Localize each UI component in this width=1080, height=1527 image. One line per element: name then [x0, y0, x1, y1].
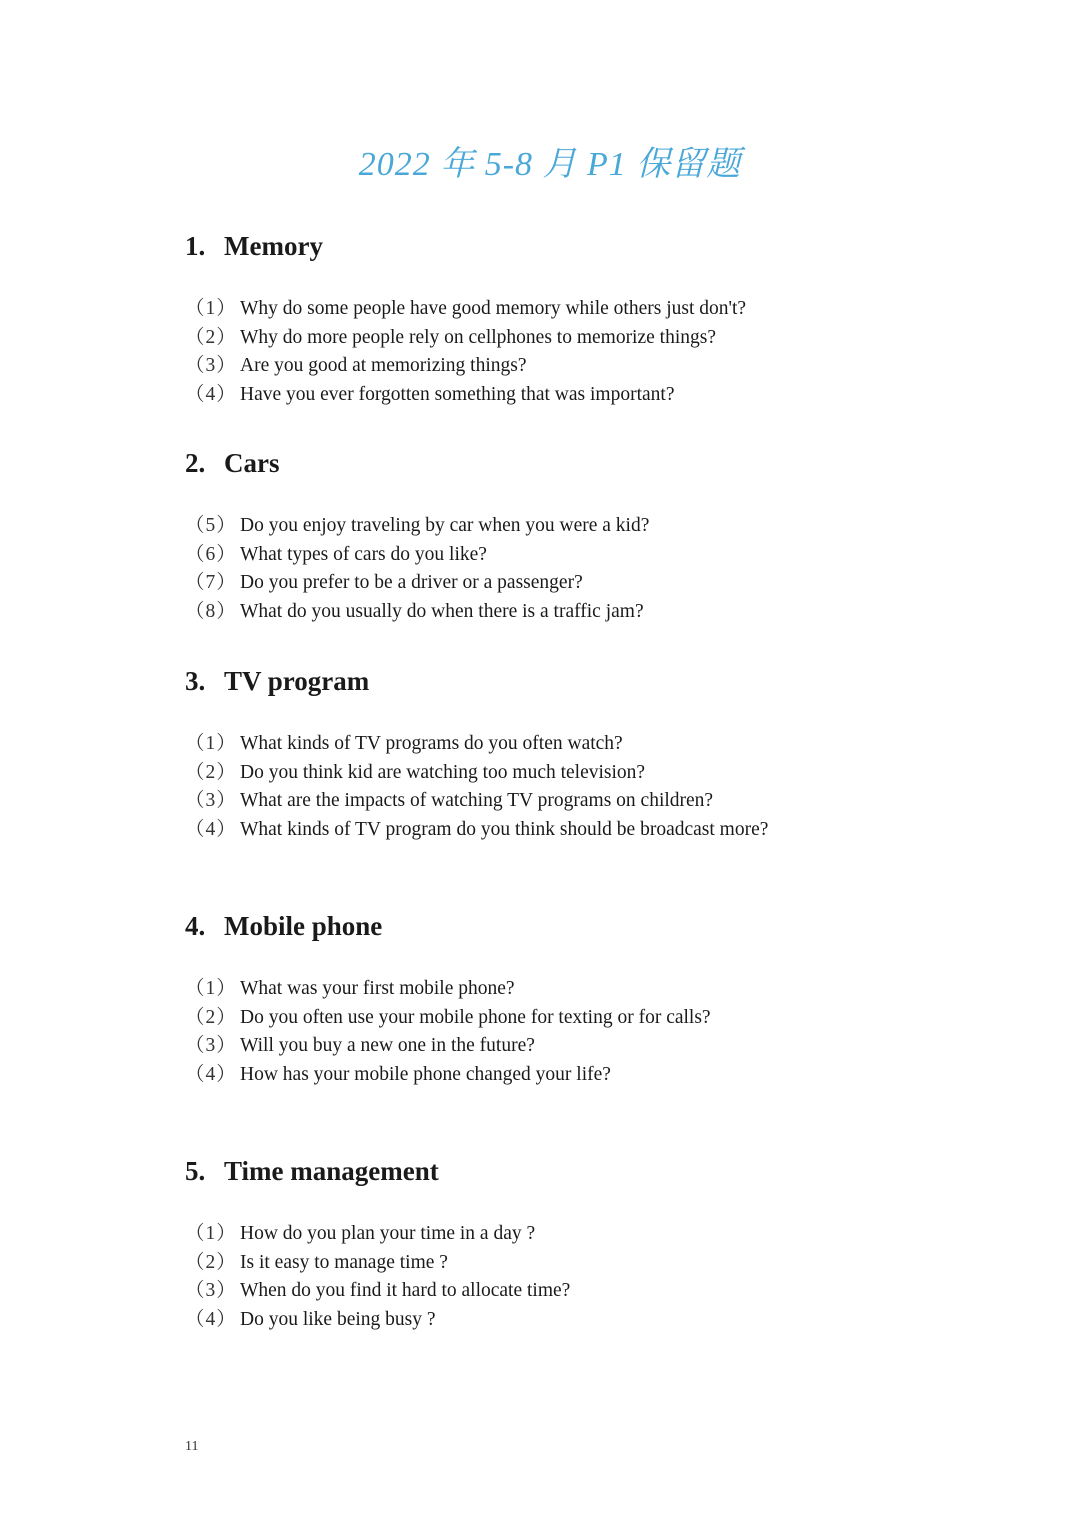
question-item [185, 541, 985, 570]
question-item [185, 295, 985, 324]
question-text: Do you think kid are watching too much television? [240, 761, 646, 783]
question-number: （2） [185, 1006, 237, 1028]
question-text: Why do more people rely on cellphones to memorize things? [240, 326, 716, 348]
question-text: What kinds of TV program do you think should be broadcast more? [240, 818, 769, 840]
question-number: （1） [185, 298, 237, 319]
section-title: Cars [224, 448, 280, 478]
section-1 [185, 229, 985, 409]
question-list [185, 975, 985, 1089]
question-text: What kinds of TV programs do you often watch? [240, 733, 623, 754]
page-number: 11 [185, 1439, 199, 1454]
question-number: （5） [185, 515, 237, 536]
question-text: What do you usually do when there is a traffic jam? [240, 600, 644, 622]
question-number: （4） [185, 818, 237, 840]
question-list [185, 512, 985, 626]
question-number: （2） [185, 326, 237, 348]
question-text: How do you plan your time in a day ? [240, 1223, 536, 1244]
question-number: （3） [185, 1280, 237, 1301]
section-title: TV program [224, 666, 370, 696]
section-3 [185, 664, 985, 844]
question-number: （3） [185, 790, 237, 811]
section-number: 5. [185, 1156, 206, 1186]
question-text: Do you prefer to be a driver or a passenger? [240, 572, 583, 593]
question-number: （4） [185, 383, 237, 405]
question-number: （1） [185, 1223, 237, 1244]
question-text: Is it easy to manage time ? [240, 1251, 448, 1273]
question-item [185, 1220, 985, 1249]
section-number: 1. [185, 231, 206, 261]
question-number: （3） [185, 1035, 237, 1056]
question-text: What was your first mobile phone? [240, 978, 515, 999]
question-text: Have you ever forgotten something that was important? [240, 383, 675, 405]
question-text: When do you find it hard to allocate time? [240, 1280, 571, 1301]
question-item [185, 1306, 985, 1335]
question-item [185, 324, 985, 353]
question-text: Do you enjoy traveling by car when you were a kid? [240, 515, 650, 536]
question-item [185, 1277, 985, 1306]
question-number: （8） [185, 600, 237, 622]
question-number: （1） [185, 978, 237, 999]
question-number: （3） [185, 355, 237, 376]
section-5 [185, 1154, 985, 1334]
question-text: How has your mobile phone changed your life? [240, 1063, 611, 1085]
section-title: Mobile phone [224, 911, 383, 941]
question-item [185, 816, 985, 845]
section-title: Memory [224, 231, 323, 261]
question-text: Do you like being busy ? [240, 1308, 436, 1330]
question-item [185, 598, 985, 627]
section-number: 4. [185, 911, 206, 941]
question-number: （2） [185, 761, 237, 783]
section-number: 2. [185, 448, 206, 478]
question-number: （1） [185, 733, 237, 754]
question-item [185, 1249, 985, 1278]
question-item [185, 787, 985, 816]
question-number: （7） [185, 572, 237, 593]
question-number: （4） [185, 1063, 237, 1085]
question-number: （6） [185, 543, 237, 565]
section-heading [185, 909, 985, 943]
question-text: Why do some people have good memory while others just don't? [240, 298, 747, 319]
question-text: Do you often use your mobile phone for texting or for calls? [240, 1006, 711, 1028]
section-heading [185, 229, 985, 263]
question-item [185, 759, 985, 788]
question-item [185, 1004, 985, 1033]
section-heading [185, 664, 985, 698]
question-item [185, 569, 985, 598]
question-text: Are you good at memorizing things? [240, 355, 527, 376]
question-list [185, 1220, 985, 1334]
question-item [185, 1061, 985, 1090]
question-text: What types of cars do you like? [240, 543, 487, 565]
question-list [185, 730, 985, 844]
section-number: 3. [185, 666, 206, 696]
page-title: 2022 年 5-8 月 P1 保留题 [358, 146, 742, 183]
question-number: （4） [185, 1308, 237, 1330]
question-item [185, 730, 985, 759]
section-2 [185, 446, 985, 626]
section-title: Time management [224, 1156, 439, 1186]
question-item [185, 1032, 985, 1061]
question-item [185, 512, 985, 541]
question-text: Will you buy a new one in the future? [240, 1035, 535, 1056]
question-item [185, 381, 985, 410]
section-4 [185, 909, 985, 1089]
section-heading [185, 1154, 985, 1188]
question-text: What are the impacts of watching TV programs on children? [240, 790, 714, 811]
section-heading [185, 446, 985, 480]
question-list [185, 295, 985, 409]
question-number: （2） [185, 1251, 237, 1273]
question-item [185, 352, 985, 381]
question-item [185, 975, 985, 1004]
